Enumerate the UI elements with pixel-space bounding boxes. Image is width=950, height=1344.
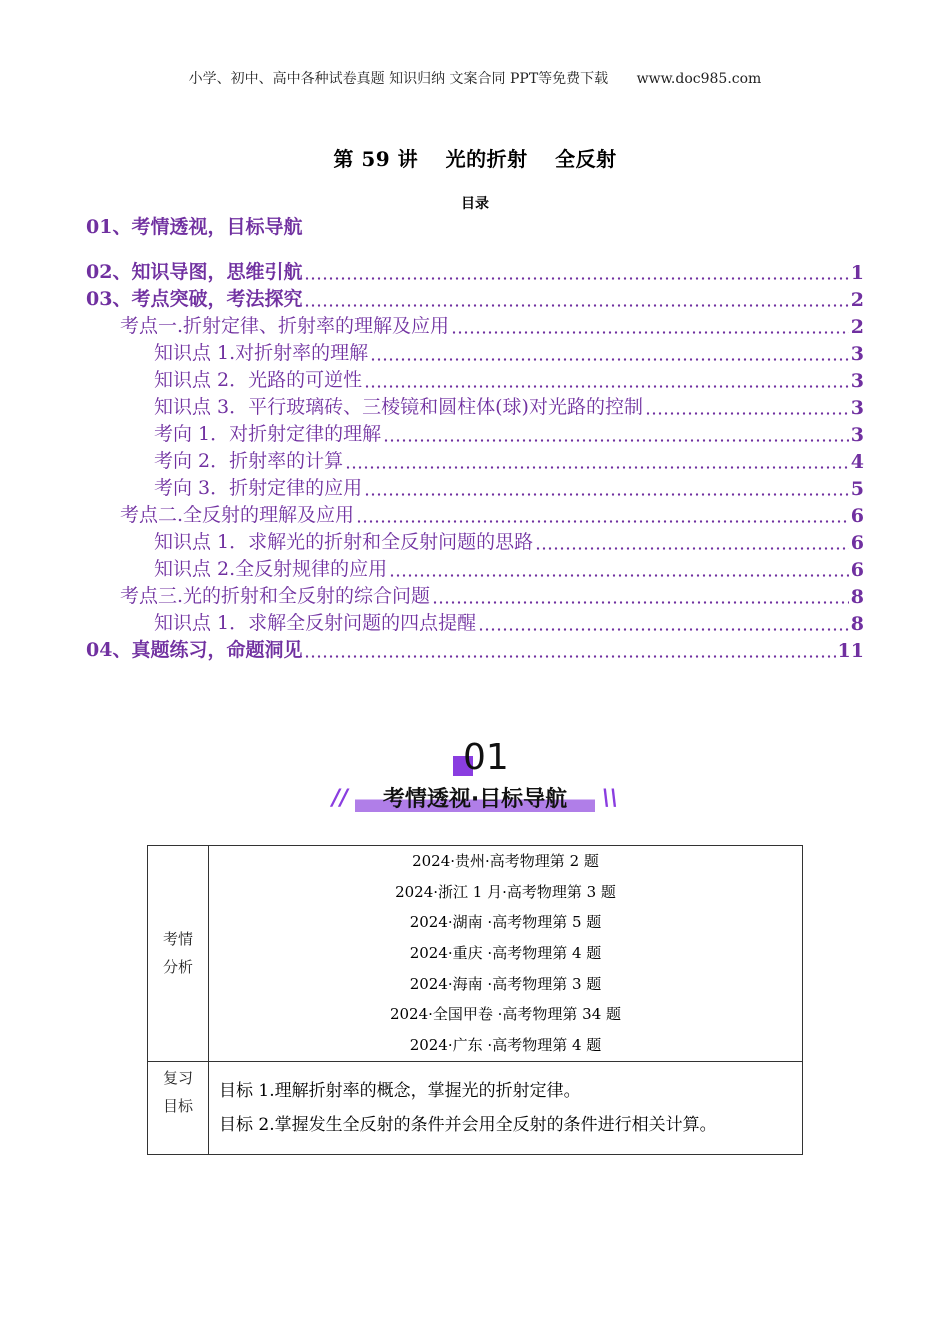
toc-leader-dots bbox=[345, 466, 849, 469]
toc-entry-label: 03、考点突破，考法探究 bbox=[86, 288, 303, 310]
toc-entry[interactable] bbox=[86, 257, 864, 284]
toc-entry[interactable] bbox=[86, 554, 864, 581]
toc-entry[interactable] bbox=[86, 581, 864, 608]
toc-leader-dots bbox=[356, 520, 849, 523]
lecture-number: 第 59 讲 bbox=[333, 147, 419, 171]
toc-entry[interactable] bbox=[86, 608, 864, 635]
goal-line-1: 目标 1.理解折射率的概念，掌握光的折射定律。 bbox=[219, 1080, 581, 1101]
toc-leader-dots bbox=[364, 385, 849, 388]
toc-entry-page: 5 bbox=[850, 478, 864, 500]
title-topic-total-reflection: 全反射 bbox=[555, 147, 617, 171]
goal-line-2: 目标 2.掌握发生全反射的条件并会用全反射的条件进行相关计算。 bbox=[219, 1114, 717, 1135]
header-banner-text: 小学、初中、高中各种试卷真题 知识归纳 文案合同 PPT等免费下载 bbox=[188, 71, 609, 87]
toc-leader-dots bbox=[478, 628, 849, 631]
toc-entry-label: 考点三.光的折射和全反射的综合问题 bbox=[120, 585, 431, 607]
table-row bbox=[148, 1061, 803, 1154]
toc-entry[interactable] bbox=[86, 527, 864, 554]
toc-entry-label: 知识点 2.全反射规律的应用 bbox=[154, 558, 388, 580]
section-number-text: 01 bbox=[463, 737, 509, 778]
toc-entry-page: 3 bbox=[850, 343, 864, 365]
toc-entry-page: 6 bbox=[850, 532, 864, 554]
toc-entry-page: 8 bbox=[850, 586, 864, 608]
toc-entry-label: 考向 1．对折射定律的理解 bbox=[154, 423, 382, 445]
toc-leader-dots bbox=[370, 358, 849, 361]
toc-leader-dots bbox=[645, 412, 849, 415]
toc-leader-dots bbox=[451, 331, 849, 334]
section-title: 考情透视·目标导航 bbox=[382, 787, 568, 812]
toc-entry[interactable] bbox=[86, 392, 864, 419]
toc-entry-page: 6 bbox=[850, 559, 864, 581]
analysis-label-line2: 分析 bbox=[162, 958, 193, 977]
toc-entry-label: 知识点 3．平行玻璃砖、三棱镜和圆柱体(球)对光路的控制 bbox=[154, 396, 643, 418]
title-topic-refraction: 光的折射 bbox=[445, 147, 528, 171]
toc-entry-page: 4 bbox=[850, 451, 864, 473]
toc-leader-dots bbox=[432, 601, 849, 604]
toc-entry-page: 3 bbox=[850, 424, 864, 446]
toc-entry-page: 8 bbox=[850, 613, 864, 635]
sources-cell bbox=[209, 846, 803, 1062]
exam-source-line: 2024·重庆 ·高考物理第 4 题 bbox=[409, 944, 602, 963]
toc-entry-label: 考点一.折射定律、折射率的理解及应用 bbox=[120, 315, 450, 337]
toc-entry[interactable] bbox=[86, 311, 864, 338]
toc-entry-page: 1 bbox=[850, 262, 864, 284]
toc-leader-dots bbox=[304, 304, 848, 307]
toc-entry[interactable] bbox=[86, 473, 864, 500]
toc-entry-page: 2 bbox=[850, 316, 864, 338]
table-row bbox=[148, 846, 803, 1062]
toc-entry-page: 2 bbox=[850, 289, 864, 311]
toc-entry-label: 知识点 1．求解光的折射和全反射问题的思路 bbox=[154, 531, 534, 553]
toc-entry[interactable] bbox=[86, 500, 864, 527]
toc-entry[interactable] bbox=[86, 365, 864, 392]
toc-leader-dots bbox=[364, 493, 849, 496]
toc-entry-label: 考点二.全反射的理解及应用 bbox=[120, 504, 355, 526]
exam-source-line: 2024·贵州·高考物理第 2 题 bbox=[412, 852, 599, 870]
goals-cell bbox=[209, 1061, 803, 1154]
toc-entry-page: 11 bbox=[837, 640, 864, 662]
toc-entry-label: 04、真题练习，命题洞见 bbox=[86, 639, 303, 661]
toc-entry-label: 知识点 1．求解全反射问题的四点提醒 bbox=[154, 612, 477, 634]
slash-left-decoration: // bbox=[332, 786, 349, 811]
section-number bbox=[451, 736, 551, 782]
toc-leader-dots bbox=[304, 655, 835, 658]
header-site-link[interactable]: www.doc985.com bbox=[636, 71, 762, 87]
page-header bbox=[0, 68, 950, 88]
exam-source-line: 2024·海南 ·高考物理第 3 题 bbox=[409, 974, 602, 993]
toc-leader-dots bbox=[304, 277, 848, 280]
exam-analysis-table bbox=[147, 845, 803, 1155]
toc-entry-page: 6 bbox=[850, 505, 864, 527]
toc-entry-label: 考向 3．折射定律的应用 bbox=[154, 477, 363, 499]
toc-entry-01[interactable]: 01、考情透视，目标导航 bbox=[86, 216, 303, 238]
analysis-label-line1: 考情 bbox=[162, 930, 193, 949]
toc-leader-dots bbox=[383, 439, 849, 442]
toc-entry-label: 知识点 2．光路的可逆性 bbox=[154, 369, 363, 391]
exam-source-line: 2024·湖南 ·高考物理第 5 题 bbox=[409, 913, 602, 932]
exam-source-line: 2024·浙江 1 月·高考物理第 3 题 bbox=[395, 882, 616, 901]
analysis-label-cell bbox=[148, 846, 209, 1062]
toc-entry[interactable] bbox=[86, 284, 864, 311]
document-title bbox=[0, 143, 950, 172]
section-badge bbox=[0, 736, 950, 820]
toc-leader-dots bbox=[535, 547, 849, 550]
review-label-line2: 目标 bbox=[162, 1096, 193, 1115]
toc-entry-page: 3 bbox=[850, 397, 864, 419]
review-label-cell bbox=[148, 1061, 209, 1154]
table-of-contents bbox=[86, 213, 864, 662]
exam-source-line: 2024·广东 ·高考物理第 4 题 bbox=[409, 1036, 602, 1055]
toc-entry-label: 知识点 1.对折射率的理解 bbox=[154, 342, 369, 364]
toc-entry[interactable] bbox=[86, 635, 864, 662]
toc-entry-page: 3 bbox=[850, 370, 864, 392]
toc-entry[interactable] bbox=[86, 446, 864, 473]
toc-entry[interactable] bbox=[86, 419, 864, 446]
toc-entry-label: 02、知识导图，思维引航 bbox=[86, 261, 303, 283]
exam-source-line: 2024·全国甲卷 ·高考物理第 34 题 bbox=[389, 1005, 622, 1024]
toc-entry[interactable] bbox=[86, 338, 864, 365]
slash-right-decoration: \\ bbox=[602, 786, 619, 811]
toc-entry-label: 考向 2．折射率的计算 bbox=[154, 450, 344, 472]
toc-heading: 目录 bbox=[461, 196, 489, 212]
toc-leader-dots bbox=[389, 574, 849, 577]
review-label-line1: 复习 bbox=[162, 1068, 193, 1087]
